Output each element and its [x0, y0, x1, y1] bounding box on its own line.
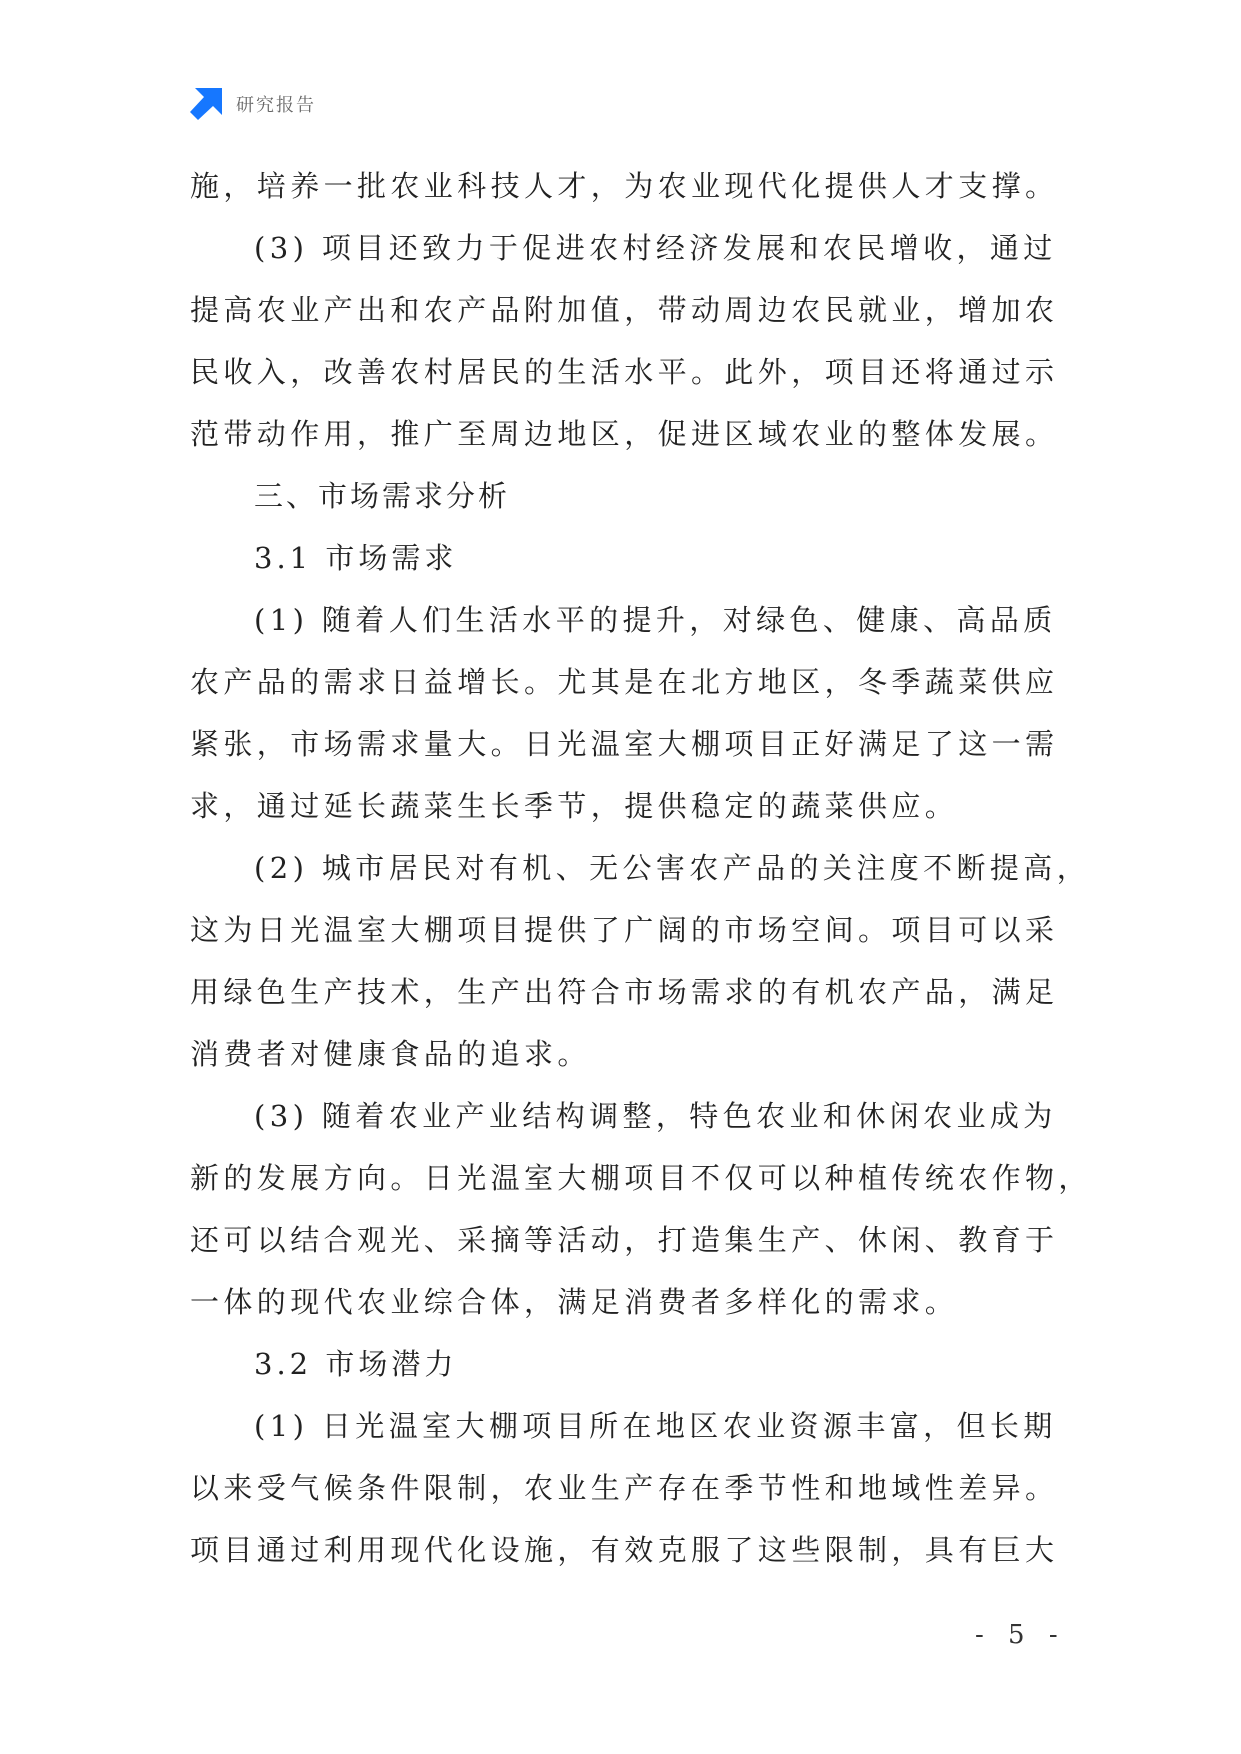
paragraph-start: (3) 项目还致力于促进农村经济发展和农民增收，通过	[254, 231, 1057, 265]
paragraph-start: (2) 城市居民对有机、无公害农产品的关注度不断提高，	[254, 851, 1091, 885]
text-line: 施，培养一批农业科技人才，为农业现代化提供人才支撑。	[190, 169, 1059, 203]
header-brand: 研究报告	[236, 95, 316, 116]
text-line: 项目通过利用现代化设施，有效克服了这些限制，具有巨大	[190, 1533, 1059, 1567]
text-line: 用绿色生产技术，生产出符合市场需求的有机农产品，满足	[190, 975, 1059, 1009]
section-heading: 三、市场需求分析	[254, 479, 511, 513]
paragraph-start: (1) 随着人们生活水平的提升，对绿色、健康、高品质	[254, 603, 1057, 637]
page-header	[190, 86, 316, 122]
subsection-heading: 3.2 市场潜力	[254, 1347, 458, 1381]
text-line: 还可以结合观光、采摘等活动，打造集生产、休闲、教育于	[190, 1223, 1059, 1257]
text-line: 提高农业产出和农产品附加值，带动周边农民就业，增加农	[190, 293, 1059, 327]
document-body	[190, 155, 1092, 1581]
page-number: - 5 -	[975, 1620, 1066, 1650]
text-line: 农产品的需求日益增长。尤其是在北方地区，冬季蔬菜供应	[190, 665, 1059, 699]
text-line: 消费者对健康食品的追求。	[190, 1037, 591, 1071]
text-line: 这为日光温室大棚项目提供了广阔的市场空间。项目可以采	[190, 913, 1059, 947]
paragraph-start: (1) 日光温室大棚项目所在地区农业资源丰富，但长期	[254, 1409, 1057, 1443]
text-line: 一体的现代农业综合体，满足消费者多样化的需求。	[190, 1285, 959, 1319]
paragraph-start: (3) 随着农业产业结构调整，特色农业和休闲农业成为	[254, 1099, 1057, 1133]
text-line: 以来受气候条件限制，农业生产存在季节性和地域性差异。	[190, 1471, 1059, 1505]
text-line: 新的发展方向。日光温室大棚项目不仅可以种植传统农作物，	[190, 1161, 1092, 1195]
text-line: 民收入，改善农村居民的生活水平。此外，项目还将通过示	[190, 355, 1059, 389]
subsection-heading: 3.1 市场需求	[254, 541, 458, 575]
arrow-up-right-icon	[190, 88, 222, 120]
text-line: 求，通过延长蔬菜生长季节，提供稳定的蔬菜供应。	[190, 789, 959, 823]
text-line: 范带动作用，推广至周边地区，促进区域农业的整体发展。	[190, 417, 1059, 451]
text-line: 紧张，市场需求量大。日光温室大棚项目正好满足了这一需	[190, 727, 1059, 761]
